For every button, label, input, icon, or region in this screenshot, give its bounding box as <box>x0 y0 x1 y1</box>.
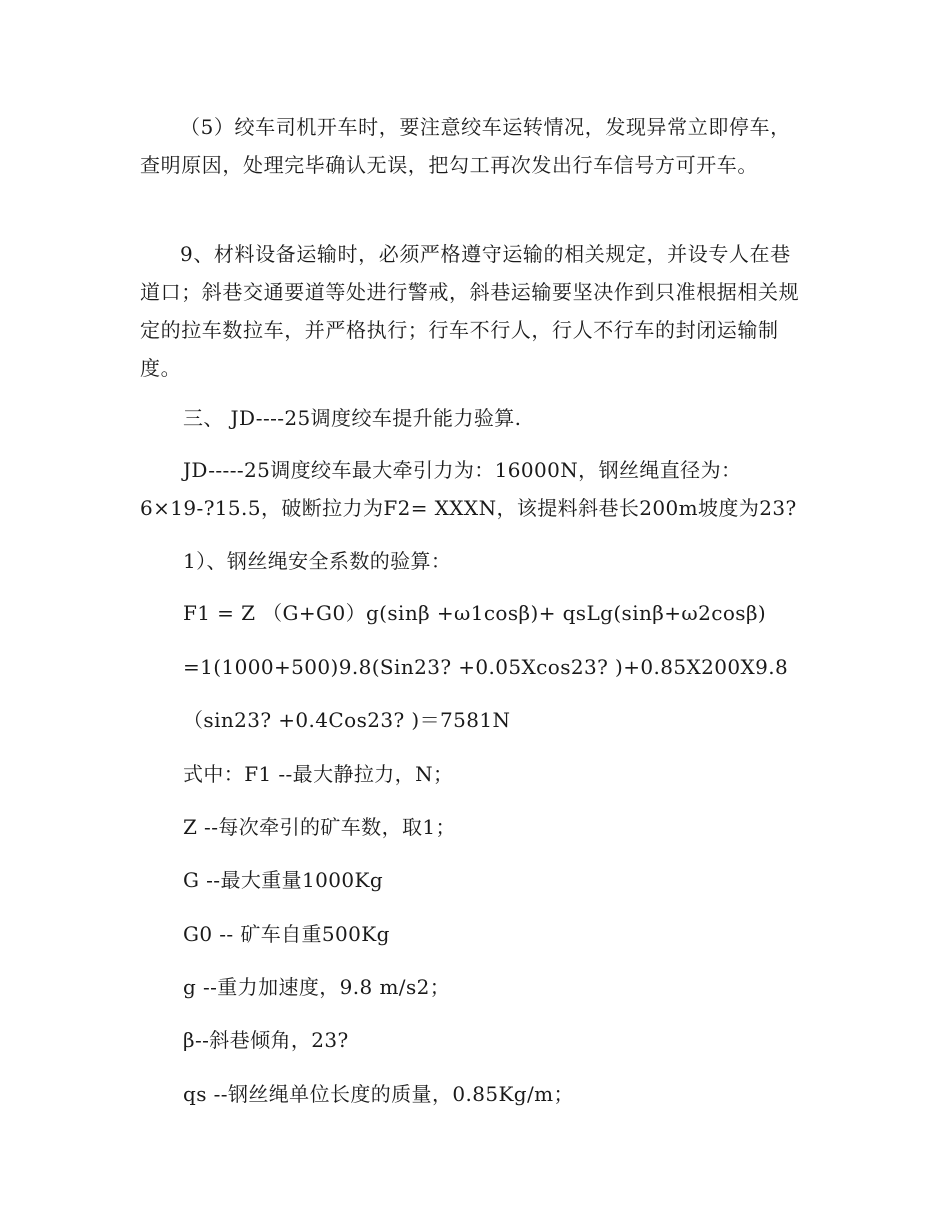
legend-item: qs --钢丝绳单位长度的质量，0.85Kg/m； <box>183 1082 574 1106</box>
legend-item: G --最大重量1000Kg <box>183 868 384 892</box>
sub-heading: 1）、钢丝绳安全系数的验算： <box>183 549 452 573</box>
legend-item: G0 -- 矿车自重500Kg <box>183 922 390 946</box>
section-heading: 三、 JD----25调度绞车提升能力验算. <box>183 406 522 430</box>
legend-item: g --重力加速度，9.8 m/s2； <box>183 975 451 999</box>
formula-line: F1 = Z （G+G0）g(sinβ +ω1cosβ)+ qsLg(sinβ+ω2cosβ) <box>183 601 767 625</box>
legend-intro: 式中：F1 --最大静拉力，N； <box>183 762 454 786</box>
calculation-line-1: =1(1000+500)9.8(Sin23? +0.05Xcos23? )+0.85X200X9.8 <box>183 655 789 679</box>
intro-line-2: 6×19-?15.5，破断拉力为F2= XXXN，该提料斜巷长200m坡度为23? <box>140 496 797 520</box>
paragraph-driver-operation: （5）绞车司机开车时，要注意绞车运转情况，发现异常立即停车，查明原因，处理完毕确认无误，把勾工再次发出行车信号方可开车。 <box>140 115 791 177</box>
legend-item: Z --每次牵引的矿车数，取1； <box>183 815 456 839</box>
calculation-line-2: （sin23? +0.4Cos23? )＝7581N <box>183 708 511 732</box>
legend-item: β--斜巷倾角，23? <box>183 1028 349 1052</box>
paragraph-material-transport: 9、材料设备运输时，必须严格遵守运输的相关规定，并设专人在巷道口；斜巷交通要道等处进行警戒，斜巷运输要坚决作到只准根据相关规定的拉车数拉车，并严格执行；行车不行人，行人不行车的封闭运输制度。 <box>140 242 800 380</box>
intro-line-1: JD-----25调度绞车最大牵引力为：16000N，钢丝绳直径为： <box>183 458 742 482</box>
